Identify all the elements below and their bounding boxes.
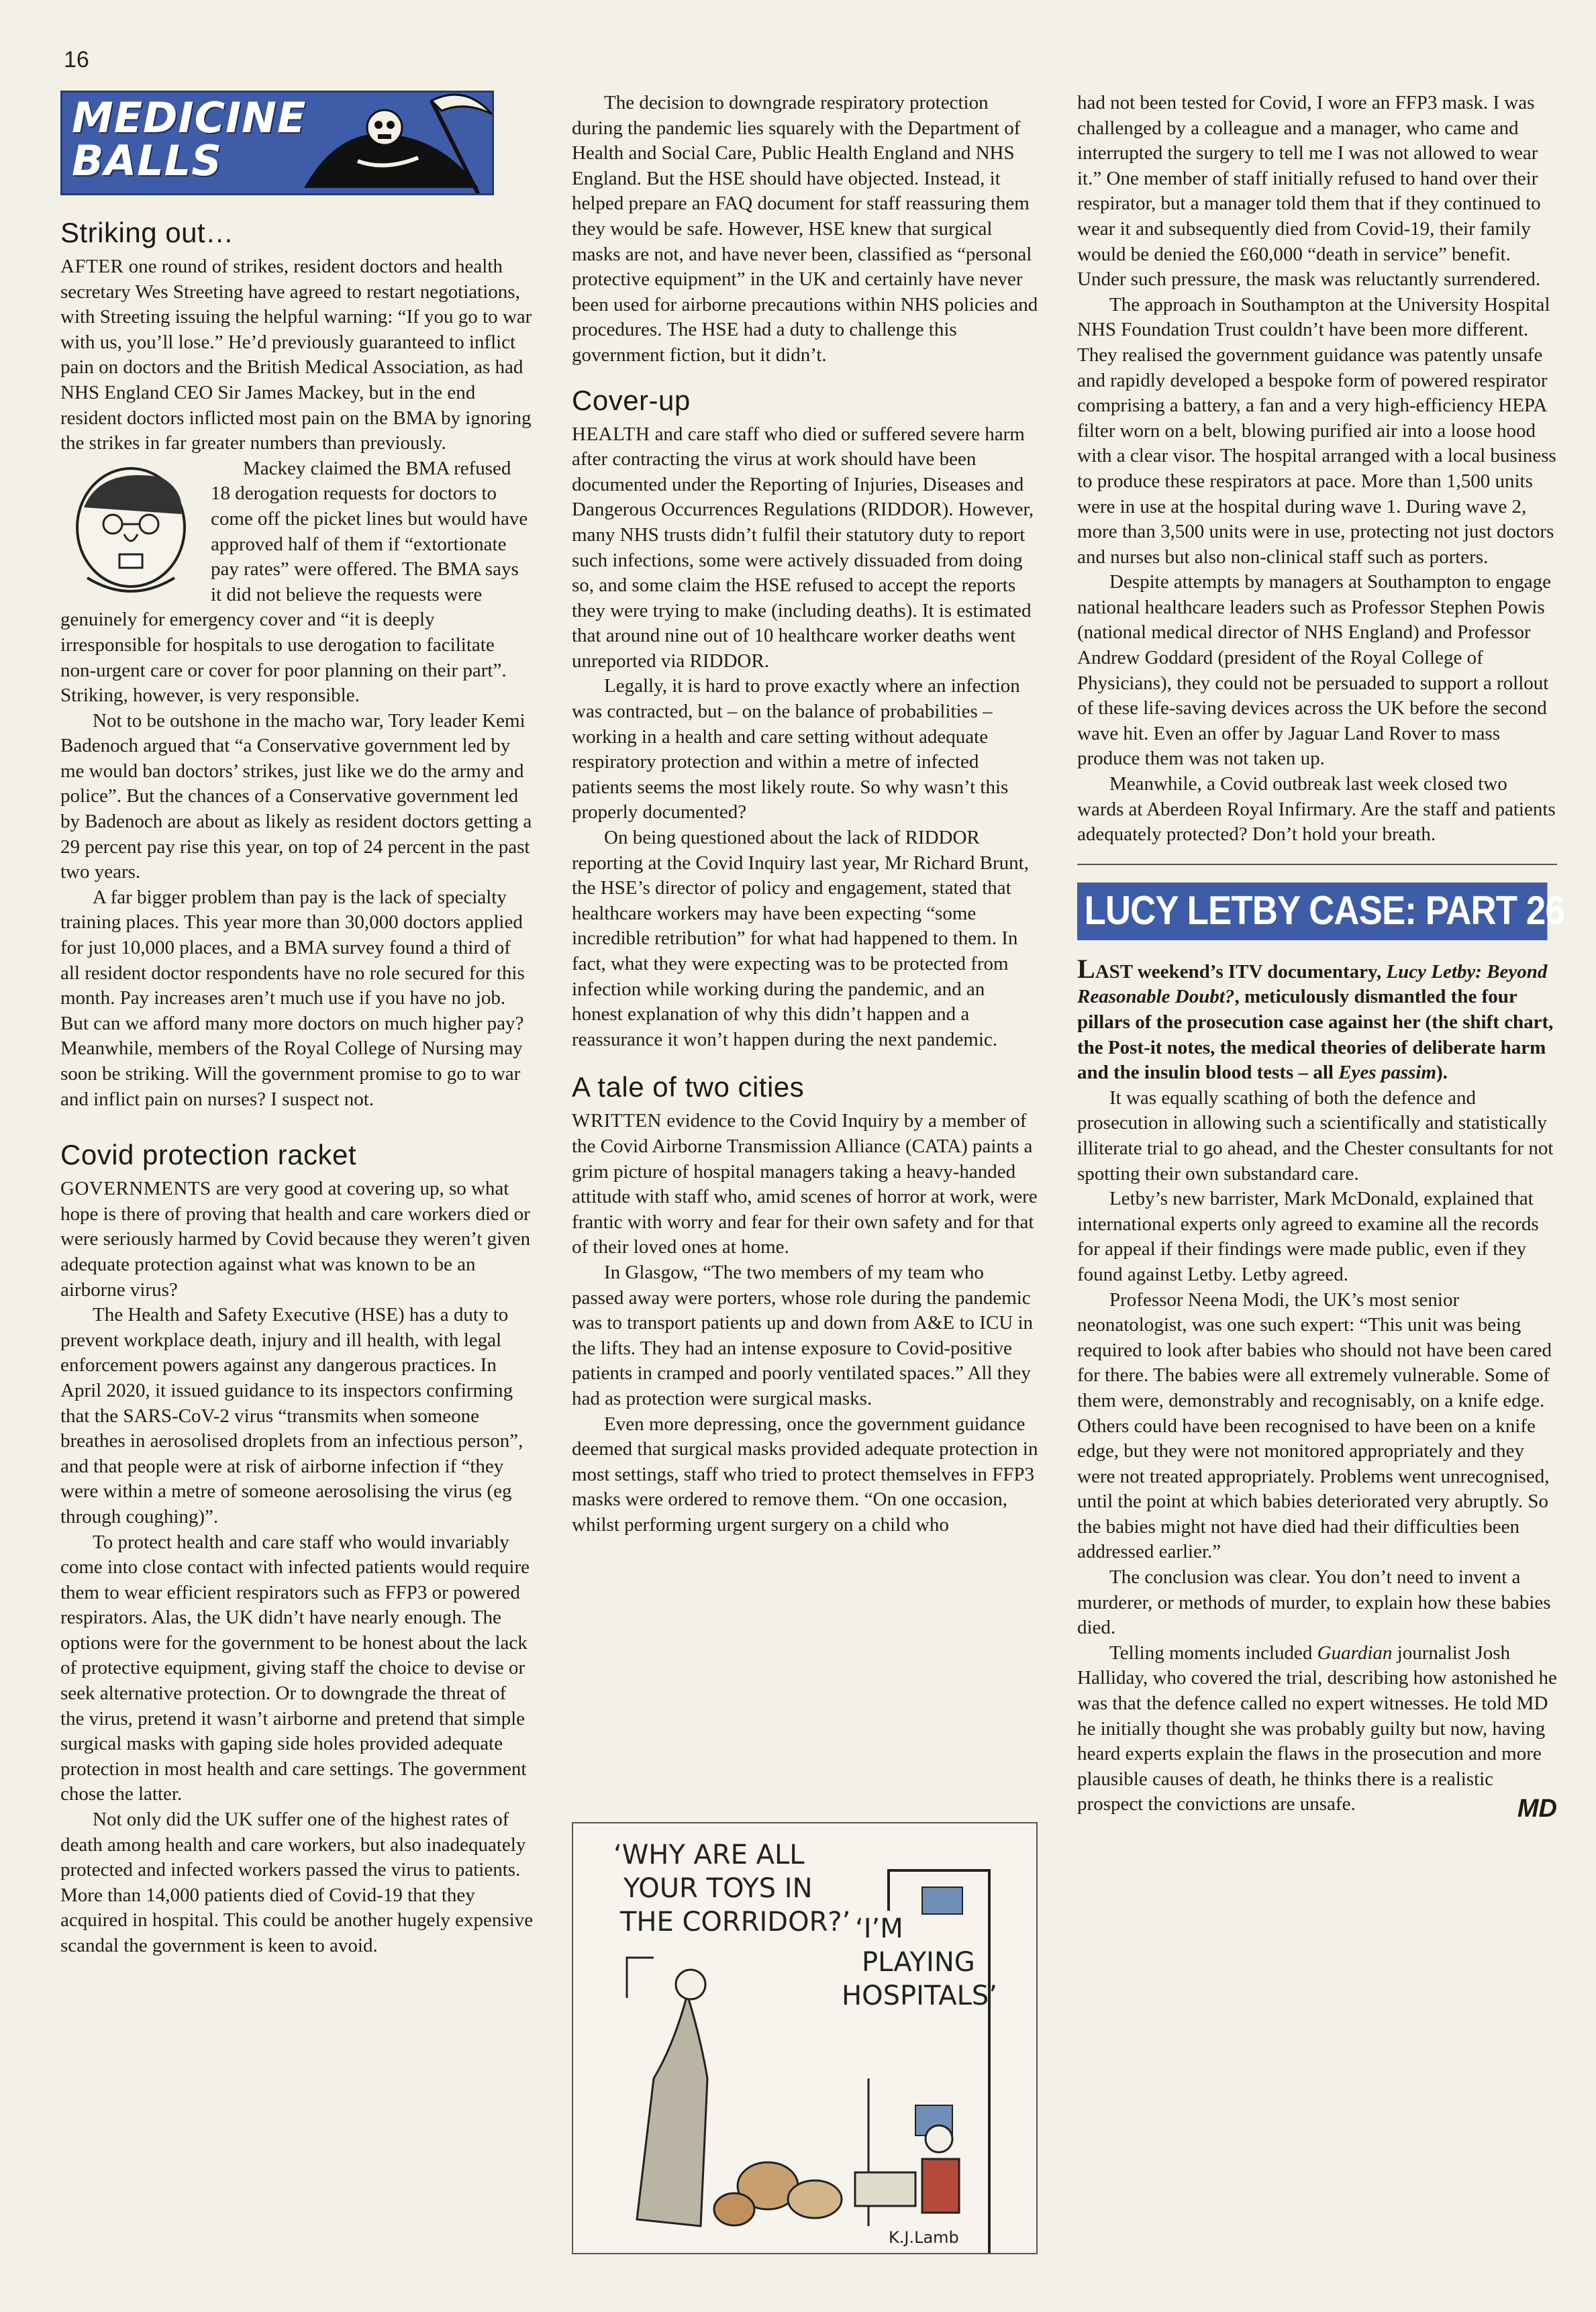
page-number: 16 bbox=[64, 47, 89, 72]
paragraph: Not only did the UK suffer one of the highest rates of death among health and care workers, but also inadequately protected and infected workers passed the virus to patients. More than 14,000 patients died of Covid-19 that they acquired in hospital. This could be another hugely expensive scandal the government is keen to avoid. bbox=[60, 1809, 534, 1956]
paragraph: Even more depressing, once the government guidance deemed that surgical masks provided adequate protection in most settings, staff who tried to protect themselves in FFP3 masks were ordered to remove them. “On one occasion, whilst performing urgent surgery on a child who bbox=[572, 1413, 1038, 1536]
paragraph-text: and care staff who died or suffered severe harm after contracting the virus at work should have been documented under the Reporting of Injuries, Diseases and Dangerous Occurrences Regulations (RIDDOR). However, many NHS trusts didn’t fulfil their statutory duty to report such infections, some were actively dissuaded from doing so, and some claim the HSE refused to accept the reports they were trying to make (including deaths). It is estimated that around nine out of 10 healthcare worker deaths went unreported via RIDDOR. bbox=[572, 423, 1034, 672]
paragraph bbox=[1077, 1641, 1557, 1817]
paragraph bbox=[572, 422, 1038, 674]
paragraph-text: one round of strikes, resident doctors and health secretary Wes Streeting have agreed to restart negotiations, with Streeting issuing the helpful warning: “If you go to war with us, you’ll lose.” He’d previously guaranteed to inflict pain on doctors and the British Medical Association, as had NHS England CEO Sir James Mackey, but in the end resident doctors inflicted most pain on the BMA by ignoring the strikes in far greater numbers than previously. bbox=[60, 256, 532, 454]
paragraph: The approach in Southampton at the University Hospital NHS Foundation Trust couldn’t have been more different. They realised the government guidance was patently unsafe and rapidly developed a bespoke form of powered respirator comprising a battery, a fan and a very high-efficiency HEPA filter worn on a belt, blowing purified air into a loose hood with a clear visor. The hospital arranged with a local business to produce these respirators at pace. More than 1,500 units were in use at the hospital during wave 1. During wave 2, more than 3,500 units were in use, protecting not just doctors and nurses but also non-clinical staff such as porters. bbox=[1077, 293, 1556, 568]
lead-text: , meticulously dismantled the four pillars of the prosecution case against her (the shift chart, the Post-it notes, the medical theories of deliberate harm and the insulin blood tests – all bbox=[1077, 986, 1554, 1084]
paragraph bbox=[60, 254, 534, 456]
column-title-line1: MEDICINE bbox=[72, 93, 307, 142]
heading-covid-protection-racket: Covid protection racket bbox=[60, 1139, 357, 1171]
paragraph: The Health and Safety Executive (HSE) has a duty to prevent workplace death, injury and ill health, with legal enforcement powers against any dangerous practices. In April 2020, it issued guidance to its inspectors confirming that the SARS-CoV-2 virus “transmits when someone breathes in aerosolised droplets from an infectious person”, and that people were at risk of airborne infection if “they were within a metre of someone aerosolising the virus (eg through coughing)”. bbox=[60, 1304, 523, 1527]
paragraph: The decision to downgrade respiratory protection during the pandemic lies squarely with the Department of Health and Social Care, Public Health England and NHS England. But the HSE should have objected. Instead, it helped prepare an FAQ document for staff reassuring them they would be safe. However, HSE knew that surgical masks are not, and have never been, classified as “personal protective equipment” in the UK and certainly have never been used for airborne precautions within NHS policies and procedures. The HSE had a duty to challenge this government fiction, but it didn’t. bbox=[572, 92, 1038, 366]
paragraph: In Glasgow, “The two members of my team who passed away were porters, whose role during the pandemic was to transport patients up and down from A&E to ICU in the lifts. They had an intense exposure to Covid-positive patients in cramped and poorly ventilated spaces.” All they had as protection were surgical masks. bbox=[572, 1261, 1034, 1409]
drop-letter: L bbox=[1077, 953, 1095, 984]
grim-reaper-icon bbox=[277, 91, 494, 195]
heading-lucy-letby-case: LUCY LETBY CASE: PART 26 bbox=[1077, 883, 1547, 940]
paragraph: A far bigger problem than pay is the lack of specialty training places. This year more than 30,000 doctors applied for just 10,000 places, and a BMA survey found a third of all resident doctor respondents have no role secured for this month. Pay increases aren’t much use if you have no job. But can we afford many more doctors on much higher pay? Meanwhile, members of the Royal College of Nursing may soon be striking. Will the government promise to go to war and inflict pain on nurses? I suspect not. bbox=[60, 886, 525, 1110]
paragraph-lead bbox=[1077, 953, 1557, 1086]
cartoon-drawing bbox=[573, 1823, 1036, 2253]
documentary-title: Lucy Letby: Beyond Reasonable Doubt? bbox=[1077, 960, 1548, 1008]
column-logo bbox=[60, 91, 494, 195]
paragraph-text: evidence to the Covid Inquiry by a member of the Covid Airborne Transmission Alliance (CATA) paints a grim picture of hospital managers taking a heavy-handed attitude with staff who, amid scenes of horror at work, were frantic with worry and fear for their own safety and for that of their loved ones at home. bbox=[572, 1110, 1038, 1258]
speech-1-line-3: THE CORRIDOR?’ bbox=[620, 1907, 851, 1938]
heading-striking-out: Striking out… bbox=[60, 217, 234, 248]
paragraph-text: are very good at covering up, so what hope is there of proving that health and care workers died or were seriously harmed by Covid because they weren’t given adequate protection against what was known to be an airborne virus? bbox=[60, 1178, 531, 1301]
speech-1-line-2: YOUR TOYS IN bbox=[624, 1873, 813, 1904]
speech-1-line-1: ‘WHY ARE ALL bbox=[613, 1840, 805, 1870]
paragraph bbox=[572, 1109, 1038, 1260]
heading-tale-of-two-cities: A tale of two cities bbox=[572, 1071, 805, 1103]
signature: MD bbox=[1517, 1795, 1557, 1823]
column-2 bbox=[572, 91, 1038, 1538]
eyes-passim: Eyes passim bbox=[1338, 1062, 1437, 1084]
speech-2-line-1: ‘I’M bbox=[855, 1913, 903, 1944]
caricature-illustration bbox=[60, 460, 201, 601]
heading-cover-up: Cover-up bbox=[572, 384, 691, 416]
paragraph: It was equally scathing of both the defence and prosecution in allowing such a scientifically and statistically illiterate trial to go ahead, and the Chester consultants for not spotting their own substandard care. bbox=[1077, 1087, 1554, 1185]
lead-word: WRITTEN bbox=[572, 1110, 662, 1132]
guardian-title: Guardian bbox=[1317, 1642, 1393, 1664]
paragraph: Not to be outshone in the macho war, Tory leader Kemi Badenoch argued that “a Conservative government led by me would ban doctors’ strikes, just like we do the army and police”. But the chances of a Conservative government led by Badenoch are about as likely as resident doctors getting a 29 percent pay rise this year, on top of 24 percent in the past two years. bbox=[60, 709, 532, 883]
column-title-line2: BALLS bbox=[72, 136, 222, 185]
speech-2-line-3: HOSPITALS’ bbox=[842, 1980, 997, 2011]
lead-word: AFTER bbox=[60, 256, 124, 277]
paragraph: Professor Neena Modi, the UK’s most senior neonatologist, was one such expert: “This unit was being required to look after babies who should not have been cared for there. The babies were all extremely vulnerable. Some of them were, demonstrably and recognisably, on a knife edge. Others could have been recognised to have been on a knife edge, but they were not monitored appropriately and they were not treated appropriately. Problems went unrecognised, until the point at which babies deteriorated very abruptly. So the babies might not have died had their difficulties been addressed earlier.” bbox=[1077, 1289, 1552, 1563]
paragraph: To protect health and care staff who would invariably come into close contact with infected patients would require them to wear efficient respirators such as FFP3 or powered respirators. Alas, the UK didn’t have nearly enough. The options were for the government to be honest about the lack of protective equipment, giving staff the choice to devise or seek alternative protection. Or to downgrade the threat of the virus, pretend it wasn’t airborne and pretend that simple surgical masks with gaping side holes provided adequate protection in most health and care settings. The government chose the latter. bbox=[60, 1531, 530, 1805]
paragraph: Meanwhile, a Covid outbreak last week closed two wards at Aberdeen Royal Infirmary. Are the staff and patients adequately protected? Don’t hold your breath. bbox=[1077, 773, 1556, 846]
lead-text: AST weekend’s ITV documentary, bbox=[1095, 960, 1387, 983]
speech-2-line-2: PLAYING bbox=[862, 1947, 975, 1978]
paragraph-text: journalist Josh Halliday, who covered the trial, describing how astonished he was that the defence called no expert witnesses. He told MD he initially thought she was probably guilty but now, having heard experts explain the flaws in the prosecution and more plausible causes of death, he thinks there is a realistic prospect the convictions are unsafe. bbox=[1077, 1642, 1557, 1815]
column-title bbox=[72, 93, 307, 185]
paragraph: The conclusion was clear. You don’t need to invent a murderer, or methods of murder, to explain how these babies died. bbox=[1077, 1566, 1551, 1639]
paragraph: had not been tested for Covid, I wore an FFP3 mask. I was challenged by a colleague and a manager, who came and interrupted the surgery to tell me I was not allowed to wear it.” One member of staff initially refused to hand over their respirator, but a manager told them that if they continued to wear it and subsequently died from Covid-19, their family would be denied the £60,000 “death in service” benefit. Under such pressure, the mask was reluctantly surrendered. bbox=[1077, 92, 1541, 291]
paragraph-text: Telling moments included bbox=[1109, 1642, 1317, 1664]
paragraph: On being questioned about the lack of RIDDOR reporting at the Covid Inquiry last year, Mr Richard Brunt, the HSE’s director of policy and engagement, stated that healthcare workers may have been expecting “some incredible retribution” for what had happened to them. In fact, what they were expecting was to be protected from infection while working during the pandemic, and an honest explanation of why this didn’t happen and a reassurance it won’t happen during the next pandemic. bbox=[572, 827, 1029, 1050]
paragraph: Legally, it is hard to prove exactly where an infection was contracted, but – on the balance of probabilities – working in a health and care setting without adequate respiratory protection and within a metre of infected patients seems the most likely route. So why wasn’t this properly documented? bbox=[572, 675, 1020, 823]
lead-text: ). bbox=[1436, 1062, 1448, 1084]
divider bbox=[1077, 864, 1557, 865]
paragraph bbox=[60, 1176, 534, 1303]
column-3 bbox=[1077, 91, 1564, 1823]
paragraph-text: Mackey claimed the BMA refused 18 derogation requests for doctors to come off the picket lines but would have approved half of them if “extortionate pay rates” were offered. The BMA says it did not believe the requests were genuinely for emergency cover and “it is deeply irresponsible for hospitals to use derogation to facilitate non-urgent care or cover for poor planning on their part”. Striking, however, is very responsible. bbox=[60, 457, 528, 707]
lead-word: HEALTH bbox=[572, 423, 650, 445]
paragraph: Letby’s new barrister, Mark McDonald, explained that international experts only agreed to examine all the records for appeal if their findings were made public, even if they found against Letby. Letby agreed. bbox=[1077, 1188, 1539, 1285]
cartoon bbox=[572, 1822, 1038, 2254]
column-1 bbox=[60, 91, 534, 1959]
lead-word: GOVERNMENTS bbox=[60, 1178, 211, 1200]
cartoon-credit: K.J.Lamb bbox=[889, 2228, 959, 2247]
paragraph bbox=[60, 456, 534, 709]
paragraph: Despite attempts by managers at Southampton to engage national healthcare leaders such as Professor Stephen Powis (national medical director of NHS England) and Professor Andrew Goddard (president of the Royal College of Physicians), they could not be persuaded to support a rollout of these life-saving devices across the UK before the second wave hit. Even an offer by Jaguar Land Rover to mass produce them was not taken up. bbox=[1077, 571, 1551, 770]
